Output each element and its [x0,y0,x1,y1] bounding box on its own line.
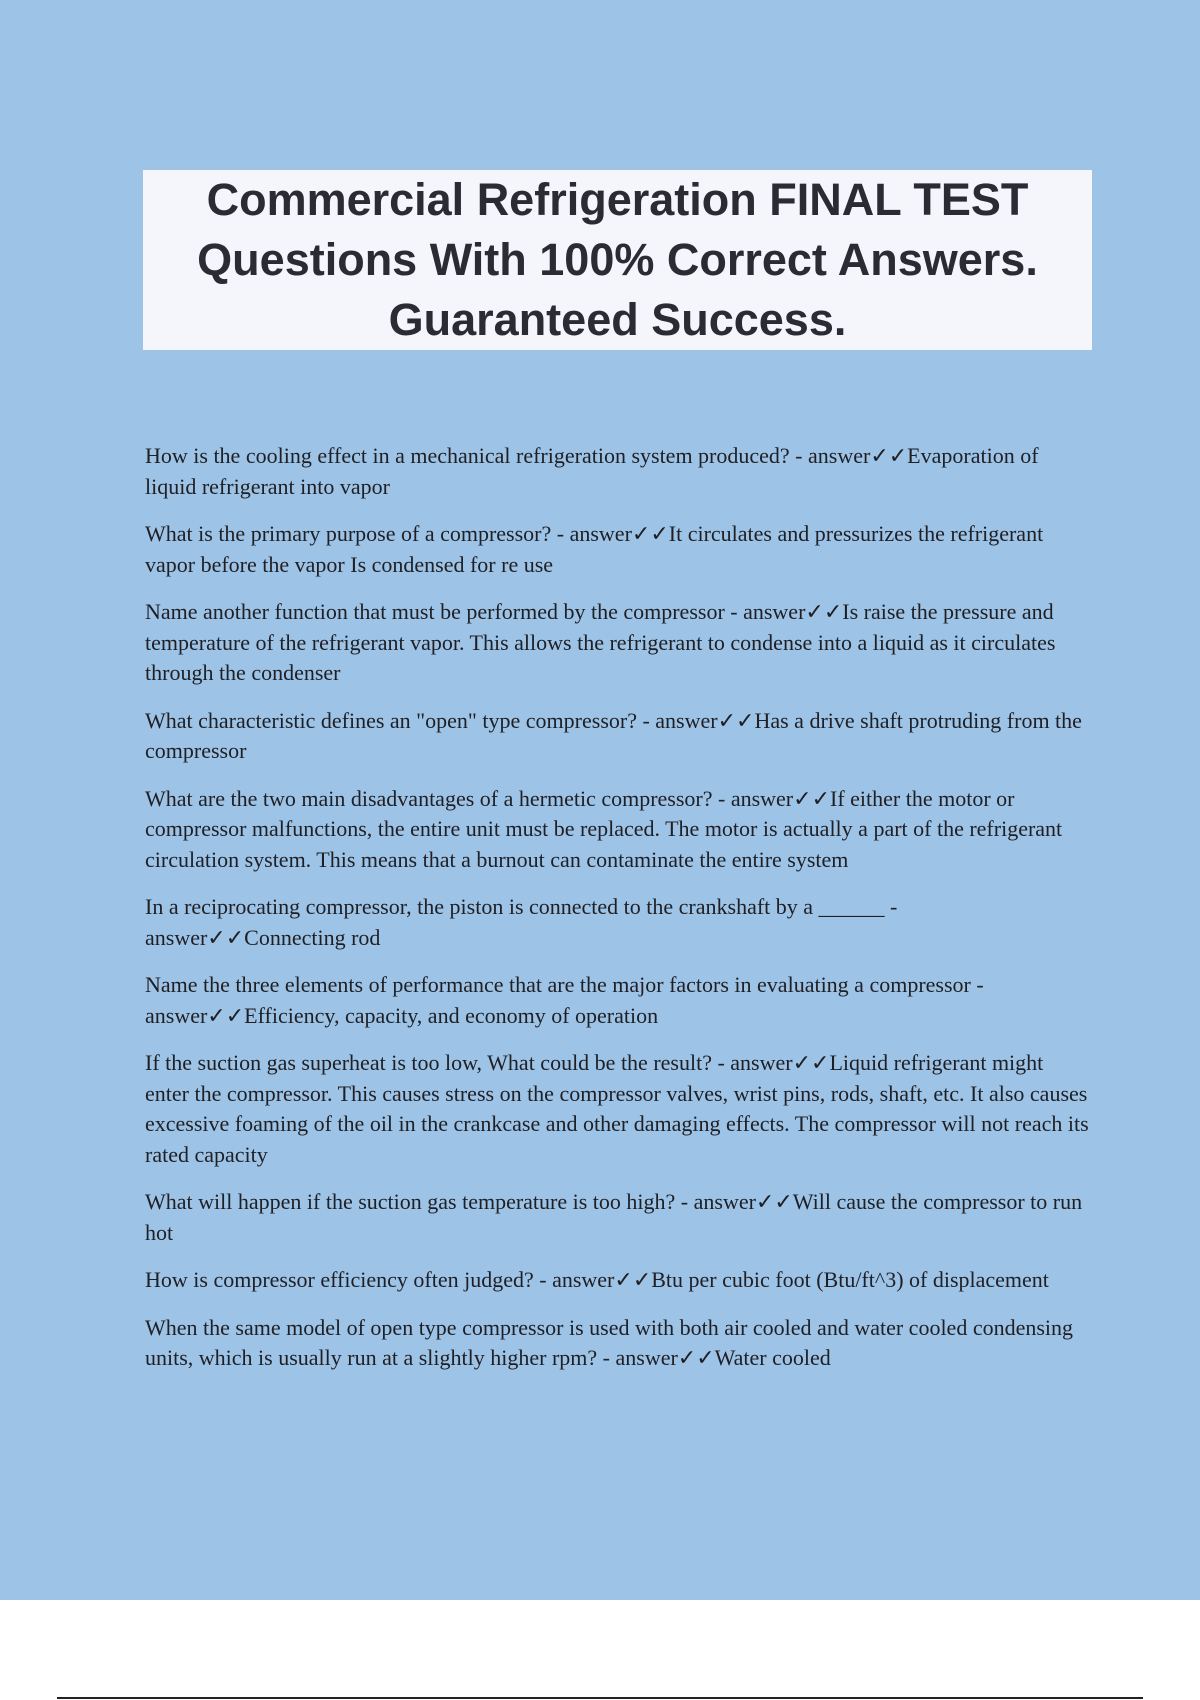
qa-item: How is the cooling effect in a mechanical refrigeration system produced? - answer✓✓Evaporation of liquid refrigerant into vapor [145,443,1039,499]
qa-item: What are the two main disadvantages of a hermetic compressor? - answer✓✓If either the motor or compressor malfunctions, the entire unit must be replaced. The motor is actually a part of the refrigerant circulation system. This means that a burnout can contaminate the entire system [145,785,1063,872]
qa-item: When the same model of open type compressor is used with both air cooled and water cooled condensing units, which is usually run at a slightly higher rpm? - answer✓✓Water cooled [145,1314,1074,1370]
qa-item: What is the primary purpose of a compressor? - answer✓✓It circulates and pressurizes the refrigerant vapor before the vapor Is condensed for re use [145,521,1044,577]
qa-item: In a reciprocating compressor, the piston is connected to the crankshaft by a ______ - answer✓✓Connecting rod [145,894,898,950]
qa-item: What characteristic defines an "open" type compressor? - answer✓✓Has a drive shaft protruding from the compressor [145,707,1082,763]
qa-item: How is compressor efficiency often judged? - answer✓✓Btu per cubic foot (Btu/ft^3) of displacement [145,1267,1049,1292]
title-box [143,170,1092,350]
qa-item: If the suction gas superheat is too low, What could be the result? - answer✓✓Liquid refrigerant might enter the compressor. This causes stress on the compressor valves, wrist pins, rods, shaft, etc. It also causes excessive foaming of the oil in the crankcase and other damaging effects. The compressor will not reach its rated capacity [145,1050,1089,1167]
qa-item: Name the three elements of performance that are the major factors in evaluating a compressor - answer✓✓Efficiency, capacity, and economy of operation [145,972,984,1028]
qa-list [145,441,1090,1391]
qa-item: What will happen if the suction gas temperature is too high? - answer✓✓Will cause the compressor to run hot [145,1189,1083,1245]
qa-item: Name another function that must be performed by the compressor - answer✓✓Is raise the pressure and temperature of the refrigerant vapor. This allows the refrigerant to condense into a liquid as it circulates through the condenser [145,599,1056,685]
document-title: Commercial Refrigeration FINAL TEST Questions With 100% Correct Answers. Guaranteed Success. [197,174,1038,345]
footer-rule [57,1697,1143,1699]
